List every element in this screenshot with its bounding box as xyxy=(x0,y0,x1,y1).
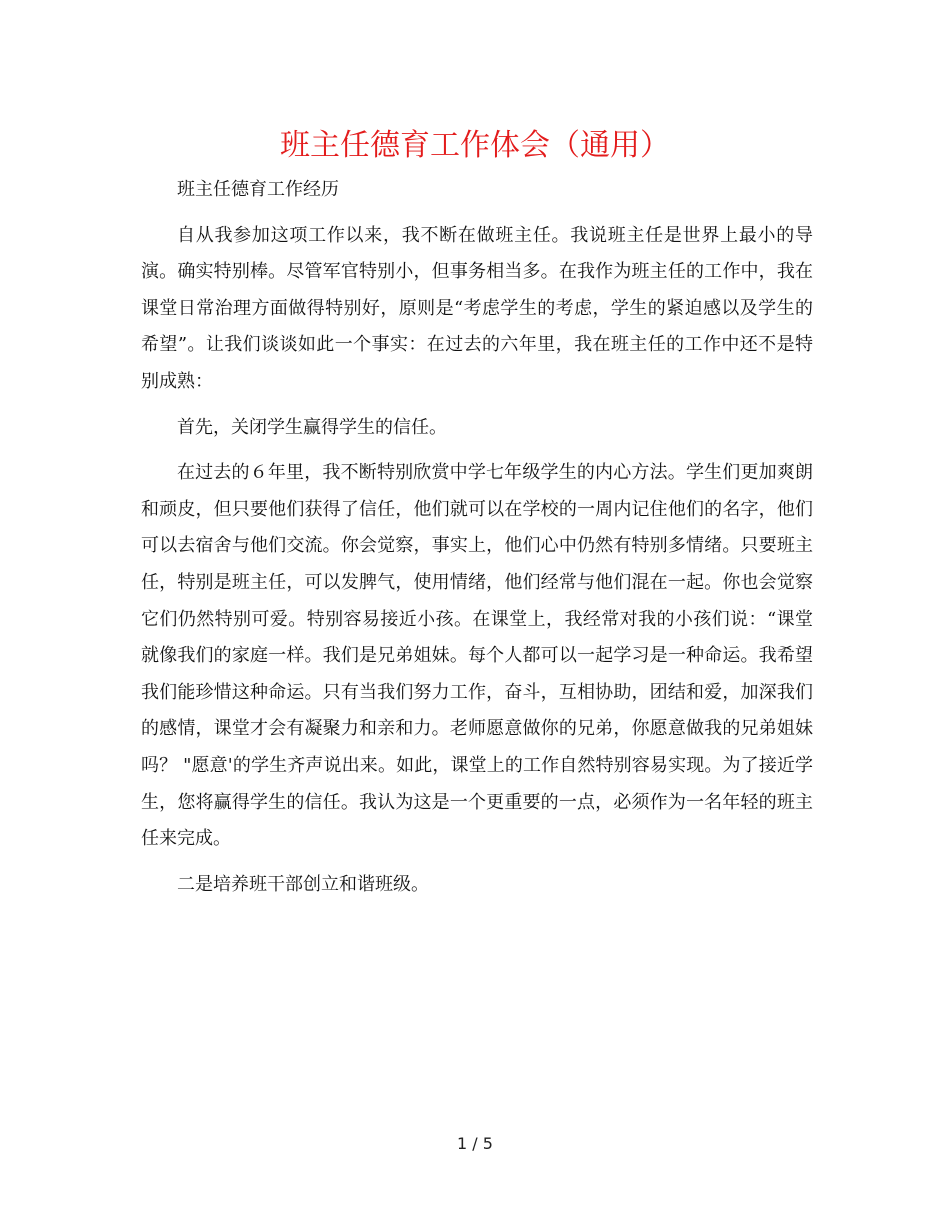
document-body xyxy=(141,172,813,912)
section-heading: 班主任德育工作经历 xyxy=(177,179,339,200)
paragraph-point-one: 首先，关闭学生赢得学生的信任。 xyxy=(177,416,447,438)
page-number: 1 / 5 xyxy=(457,1134,493,1153)
paragraph-details: 在过去的６年里，我不断特别欣赏中学七年级学生的内心方法。学生们更加爽朗和顽皮，但只要他们获得了信任，他们就可以在学校的一周内记住他们的名字，他们可以去宿舍与他们交流。你会觉察，事实上，他们心中仍然有特别多情绪。只要班主任，特别是班主任，可以发脾气，使用情绪，他们经常与他们混在一起。你也会觉察它们仍然特别可爱。特别容易接近小孩。在课堂上，我经常对我的小孩们说：“课堂就像我们的家庭一样。我们是兄弟姐妹。每个人都可以一起学习是一种命运。我希望我们能珍惜这种命运。只有当我们努力工作，奋斗，互相协助，团结和爱，加深我们的感情，课堂才会有凝聚力和亲和力。老师愿意做你的兄弟，你愿意做我的兄弟姐妹吗？ "愿意'的学生齐声说出来。如此，课堂上的工作自然特别容易实现。为了接近学生，您将赢得学生的信任。我认为这是一个更重要的一点，必须作为一名年轻的班主任来完成。 xyxy=(141,462,813,850)
paragraph-point-two: 二是培养班干部创立和谐班级。 xyxy=(177,873,429,895)
paragraph-intro: 自从我参加这项工作以来，我不断在做班主任。我说班主任是世界上最小的导演。确实特别棒。尽管军官特别小，但事务相当多。在我作为班主任的工作中，我在课堂日常治理方面做得特别好，原则是“考虑学生的考虑，学生的紧迫感以及学生的希望”。让我们谈谈如此一个事实：在过去的六年里，我在班主任的工作中还不是特别成熟： xyxy=(141,224,813,392)
document-title: 班主任德育工作体会（通用） xyxy=(280,128,670,163)
